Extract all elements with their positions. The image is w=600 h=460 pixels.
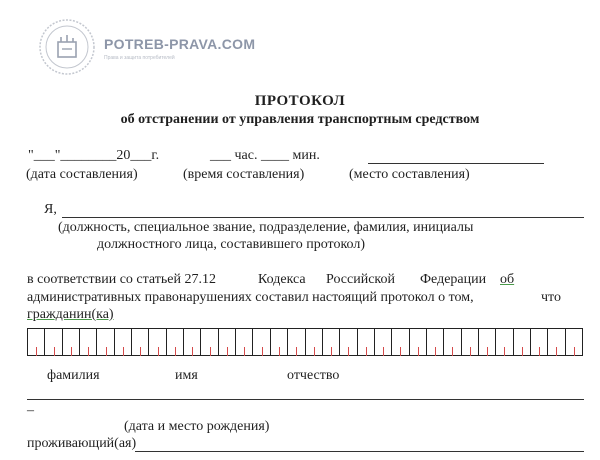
letter-cell[interactable] bbox=[271, 329, 288, 355]
letter-cell[interactable] bbox=[63, 329, 80, 355]
letter-cell[interactable] bbox=[358, 329, 375, 355]
para-text-1d: Федерации bbox=[420, 272, 487, 287]
letter-cell[interactable] bbox=[80, 329, 97, 355]
place-field-line bbox=[368, 163, 544, 164]
para-text-2: административных правонарушениях составил настоящий протокол о том, bbox=[27, 290, 474, 305]
official-field-line bbox=[62, 217, 584, 218]
letter-cell[interactable] bbox=[410, 329, 427, 355]
letter-cell[interactable] bbox=[45, 329, 62, 355]
letter-cell[interactable] bbox=[132, 329, 149, 355]
patronymic-label: отчество bbox=[287, 368, 340, 383]
site-logo-icon bbox=[38, 18, 96, 76]
letter-cell[interactable] bbox=[548, 329, 565, 355]
letter-cell[interactable] bbox=[167, 329, 184, 355]
surname-letter-grid[interactable] bbox=[27, 328, 583, 356]
date-label: (дата составления) bbox=[26, 167, 138, 182]
para-text-1e: об bbox=[500, 272, 515, 287]
letter-cell[interactable] bbox=[184, 329, 201, 355]
place-label: (место составления) bbox=[349, 167, 470, 182]
official-hint-2: должностного лица, составившего протокол) bbox=[97, 237, 366, 252]
para-text-1c: Российской bbox=[326, 272, 395, 287]
letter-cell[interactable] bbox=[496, 329, 513, 355]
letter-cell[interactable] bbox=[566, 329, 582, 355]
para-text-3: гражданин(ка) bbox=[27, 307, 114, 322]
letter-cell[interactable] bbox=[392, 329, 409, 355]
letter-cell[interactable] bbox=[149, 329, 166, 355]
letter-cell[interactable] bbox=[427, 329, 444, 355]
site-tagline: Права и защита потребителей bbox=[104, 55, 175, 61]
letter-cell[interactable] bbox=[375, 329, 392, 355]
birth-field-line bbox=[27, 399, 584, 400]
para-text-1a: в соответствии со статьей 27.12 bbox=[27, 272, 216, 287]
time-label: (время составления) bbox=[183, 167, 305, 182]
para-text-1b: Кодекса bbox=[258, 272, 306, 287]
letter-cell[interactable] bbox=[531, 329, 548, 355]
surname-label: фамилия bbox=[47, 368, 100, 383]
document-subtitle: об отстранении от управления транспортным средством bbox=[120, 112, 480, 127]
letter-cell[interactable] bbox=[462, 329, 479, 355]
name-label: имя bbox=[175, 368, 198, 383]
letter-cell[interactable] bbox=[28, 329, 45, 355]
dash-mark: – bbox=[27, 403, 34, 418]
letter-cell[interactable] bbox=[288, 329, 305, 355]
letter-cell[interactable] bbox=[219, 329, 236, 355]
site-name: POTREB-PRAVA.COM bbox=[104, 36, 256, 52]
letter-cell[interactable] bbox=[340, 329, 357, 355]
letter-cell[interactable] bbox=[115, 329, 132, 355]
letter-cell[interactable] bbox=[236, 329, 253, 355]
letter-cell[interactable] bbox=[444, 329, 461, 355]
letter-cell[interactable] bbox=[479, 329, 496, 355]
document-title: ПРОТОКОЛ bbox=[254, 93, 346, 109]
letter-cell[interactable] bbox=[201, 329, 218, 355]
time-field: ___ час. ____ мин. bbox=[210, 148, 320, 163]
letter-cell[interactable] bbox=[306, 329, 323, 355]
date-field: "___"________20___г. bbox=[28, 148, 160, 163]
residing-field-line bbox=[135, 451, 584, 452]
i-prefix: Я, bbox=[44, 202, 57, 217]
residing-label: проживающий(ая) bbox=[27, 436, 137, 451]
para-text-2b: что bbox=[541, 290, 561, 305]
letter-cell[interactable] bbox=[323, 329, 340, 355]
letter-cell[interactable] bbox=[253, 329, 270, 355]
official-hint-1: (должность, специальное звание, подразделение, фамилия, инициалы bbox=[58, 220, 474, 235]
letter-cell[interactable] bbox=[97, 329, 114, 355]
letter-cell[interactable] bbox=[514, 329, 531, 355]
birth-label: (дата и место рождения) bbox=[124, 419, 270, 434]
